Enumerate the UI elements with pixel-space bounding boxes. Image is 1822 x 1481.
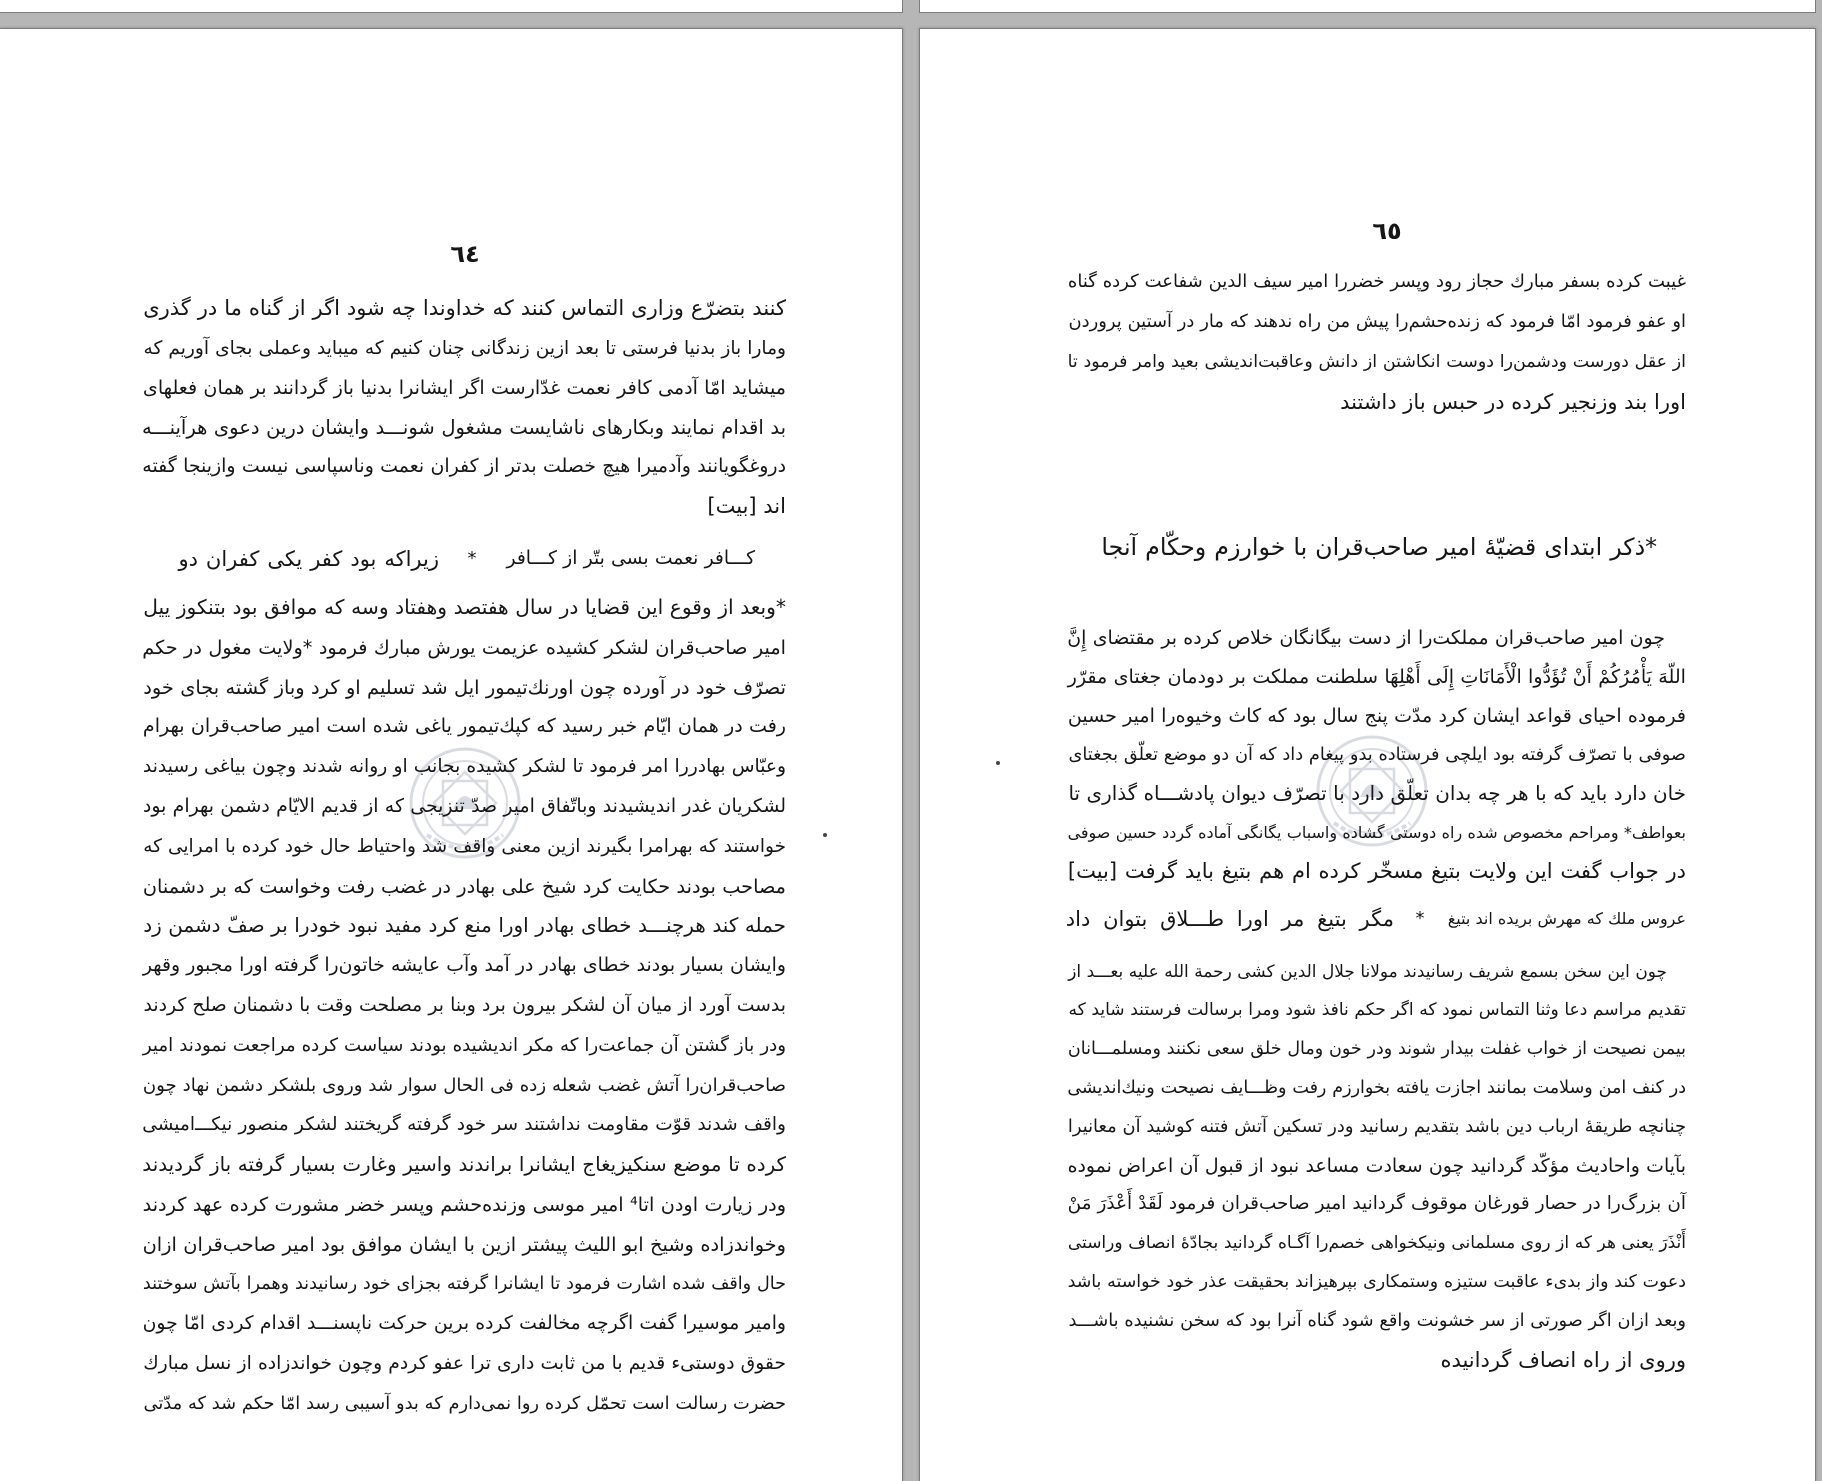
paragraph — [139, 588, 786, 1424]
text-line: تقدیم مراسم دعا وثنا التماس نمود که اگر حکم نافذ شود ومرا برسالت فرستند شاید که — [1068, 999, 1686, 1020]
text-line: وروی از راه انصاف گردانیده — [1440, 1348, 1686, 1373]
text-line: فرموده احیای قواعد ایشان کرد مدّت پنج سال بود که کاث وخیوه‌را امیر حسین — [1067, 704, 1686, 727]
text-line: رفت در همان ایّام خبر رسید که کپك‌تیمور یاغی شده است امیر صاحب‌قران بهرام — [142, 715, 786, 738]
verse-separator: * — [1415, 908, 1425, 929]
text-line: چنانچه طریقهٔ ارباب دین باشد بتقدیم رسانید ودر تسکین آتش فتنه کوشید آن معانیرا — [1067, 1115, 1686, 1137]
text-line: وایشان بسیار بودند خطای بهادر در آمد وآب عایشه خاتون‌را گرفته اورا مجبور وقهر — [142, 955, 786, 977]
paragraph — [1064, 262, 1686, 422]
paragraph — [139, 289, 786, 526]
text-line: حمله کند هرچنـــد خطای بهادر اورا منع کرد مفید نبود خودرا بر صفّ دشمن زد — [143, 913, 786, 938]
verse-hemistich: کـــافر نعمت بسی بتّر از کـــافر — [506, 548, 755, 569]
text-line: آن بزرگ‌را در حصار قورغان موقوف گردانید امیر صاحب‌قران فرمود لَقَدْ أَعْذَرَ مَنْ — [1067, 1193, 1686, 1215]
previous-page-edge-left[interactable] — [0, 0, 903, 13]
text-line: از عقل دورست ودشمن‌را دوست انکاشتن از دانش وعاقبت‌اندیشی بعید وامر فرمود تا — [1067, 352, 1686, 372]
text-line: بد اقدام نمایند وبکارهای ناشایست مشغول شونـــد وایشان درین دعوی هرآینـــه — [142, 415, 786, 439]
stray-ink-mark — [823, 833, 827, 837]
text-line: اند [بیت] — [707, 493, 786, 518]
text-line: اورا بند وزنجیر کرده در حبس باز داشتند — [1340, 390, 1686, 414]
text-line: کرده تا موضع سنکیزیغاج ایشانرا براندند واسیر وغارت بسیار گرفته باز گردیدند — [142, 1153, 786, 1177]
page-64[interactable] — [0, 28, 903, 1481]
text-line: خواستند که بهرامرا بگیرند ازین معنی واقف شد واحتیاط حال خود کرده با امرایی که — [143, 835, 786, 857]
text-line: بیمن نصیحت از خواب غفلت بیدار شوند ودر خون ومال خلق سعی نکنند ومسلمـــانان — [1067, 1038, 1686, 1059]
text-line: دروغگویانند وآدمیرا هیچ خصلت بدتر از کفران نعمت وناسپاسی نیست وازینجا گفته — [142, 455, 786, 477]
text-line: چون امیر صاحب‌قران مملکت‌را از دست بیگانگان خلاص کرده بر مقتضای إِنَّ — [1067, 627, 1665, 649]
text-line: دعوت کند واز بدیء عاقبت ستیزه وستمکاری بپرهیزاند بحقیقت عذر خود خواسته باشد — [1067, 1272, 1686, 1293]
text-line: بآیات واحادیث مؤکّد گردانید چون سعادت مساعد نبود از قبول آن اعراض نموده — [1067, 1154, 1686, 1177]
text-line: وعبّاس بهادررا امر فرمود تا لشکر کشیده بجانب او روانه شدند وچون بیاغی رسیدند — [142, 756, 786, 778]
text-line: چون این سخن بسمع شریف رسانیدند مولانا جلال الدین کشی رحمة الله علیه بعـــد از — [1068, 961, 1667, 981]
paragraph — [1064, 619, 1686, 891]
text-line: حضرت رسالت است تحمّل کرده روا نمی‌دارم که بدو آسیبی رسد امّا حکم شد که مدّتی — [143, 1392, 786, 1414]
text-line: امیر صاحب‌قران لشکر کشیده عزیمت یورش مبارك فرمود *ولایت مغول در حکم — [142, 635, 786, 659]
text-line: او عفو فرمود امّا فرمود که زنده‌حشم‌را پیش من راه ندهند که مار در آستین پروردن — [1068, 311, 1686, 332]
text-line: حال واقف شده اشارت فرمود تا ایشانرا گرفته بجزای خود رسانیدند وهمرا بآتش سوختند — [142, 1273, 786, 1294]
verse-hemistich: مگر بتیغ مر اورا طـــلاق بتوان داد — [1065, 907, 1394, 931]
text-line: صاحب‌قران‌را آتش غضب شعله زده فی الحال سوار شد وروی بلشکر دشمن نهاد چون — [142, 1074, 786, 1096]
verse-separator: * — [467, 548, 477, 569]
text-line: ومارا باز بدنیا فرستی تا بعد ازین زندگانی چنان کنیم که میباید وعملی بجای آوریم که — [143, 337, 786, 359]
verse-hemistich: عروس ملك که مهرش بریده اند بتیغ — [1447, 909, 1686, 928]
paragraph — [1064, 952, 1686, 1380]
page-number: ٦٤ — [450, 240, 480, 268]
text-line: وبعد ازان اگر صورتی از سر خشونت واقع شود گناه آنرا بود که سخن نشنیده باشـــد — [1068, 1311, 1686, 1332]
text-line: واقف شدند قوّت مقاومت نداشتند سر خود گرفته گریختند لشکر منصور نیکـــ‌امیشی — [142, 1114, 786, 1136]
text-line: ودر باز گشتن آن جماعت‌را که مکر اندیشیده بودند سیاست کرده مراجعت نمودند امیر — [142, 1034, 786, 1056]
text-line: خان دارد باید که با هر چه بدان تعلّق دارد با تصرّف دیوان پادشـــاه گذاری تا — [1068, 781, 1686, 805]
text-line: در کنف امن وسلامت بمانند اجازت یافته بخوارزم رفت وظـــایف نصیحت ونیك‌اندیشی — [1067, 1077, 1686, 1098]
text-line: وامیر موسیرا گفت اگرچه مخالفت کرده برین حرکت ناپسنـــد اقدام کردی امّا چون — [142, 1313, 786, 1335]
text-line: وخواندزاده وشیخ ابو اللیث پیشتر ازین با ایشان موافق بود امیر صاحب‌قران ازان — [142, 1232, 786, 1256]
text-line: میشاید امّا آدمی کافر نعمت غدّارست اگر ایشانرا بدنیا باز گردانند بر همان فعلهای — [142, 376, 786, 399]
text-line: حقوق دوستیء قدیم با من ثابت داری ترا عفو کردم وچون خواندزاده از نسل مبارك — [143, 1353, 786, 1375]
text-line: لشکریان غدر اندیشیدند وباتّفاق امیر صدّ تنزیجی که از قدیم الایّام دشمن بهرام بود — [142, 794, 786, 817]
page-65[interactable] — [919, 28, 1816, 1481]
text-line: بدست آورد از میان آن لشکر بیرون برد وبنا بر مصلحت وقت با دشمنان صلح کردند — [143, 994, 786, 1016]
text-line: تصرّف خود در آورده چون اورنك‌تیمور ایل شد تسلیم او کرد وباز گشته بجای خود — [143, 675, 786, 699]
text-line: بعواطف* ومراحم مخصوص شده راه دوستی گشاده واسباب یگانگی آماده گردد حسین صوفی — [1067, 822, 1686, 842]
text-line: صوفی با تصرّف گرفته بود ایلچی فرستاده بدو پیغام داد که آن دو موضع تعلّق بجغتای — [1068, 744, 1686, 765]
text-line: أَنْذَرَ یعنی هر که از روی مسلمانی ونیکخواهی خصم‌را آگـاه گردانید بجادّهٔ انصاف وراستی — [1067, 1233, 1686, 1254]
text-line: غیبت کرده بسفر مبارك حجاز رود وپسر خضررا امیر سیف الدین شفاعت کرده گناه — [1067, 271, 1686, 292]
previous-page-edge-right[interactable] — [919, 0, 1816, 13]
text-line: اللّهَ یَأْمُرُکُمْ أَنْ تُؤَدُّوا الْأَمَانَاتِ إِلَى أَهْلِهَا سلطنت مملکت بر دودمان جغتای مقرّر — [1067, 664, 1686, 688]
page-number: ٦٥ — [1372, 217, 1402, 245]
verse — [1064, 899, 1686, 939]
text-line: در جواب گفت این ولایت بتیغ مسخّر کرده ام هم بتیغ باید گرفت [بیت] — [1067, 859, 1686, 884]
text-line: ودر زیارت اودن اتا⁴ امیر موسی وزنده‌حشم وپسر خضر مشورت کرده عهد کردند — [142, 1192, 786, 1216]
text-line: مصاحب بودند حکایت کرد شیخ علی بهادر در غضب رفت وخواست که بر دشمنان — [142, 874, 786, 898]
text-line: *وبعد از وقوع این قضایا در سال هفتصد وهفتاد وسه که موافق بود بتنکوز ییل — [143, 595, 786, 619]
text-line: کنند بتضرّع وزاری التماس کنند که خداوندا چه شود اگر از گناه ما در گذری — [143, 296, 786, 320]
stray-ink-mark — [996, 761, 1000, 765]
verse-hemistich: زیراکه بود کفر یکی کفران دو — [178, 547, 439, 571]
section-heading: *ذکر ابتدای قضیّهٔ امیر صاحب‌قران با خوارزم وحکّام آنجا — [1101, 533, 1657, 561]
verse — [177, 539, 755, 579]
